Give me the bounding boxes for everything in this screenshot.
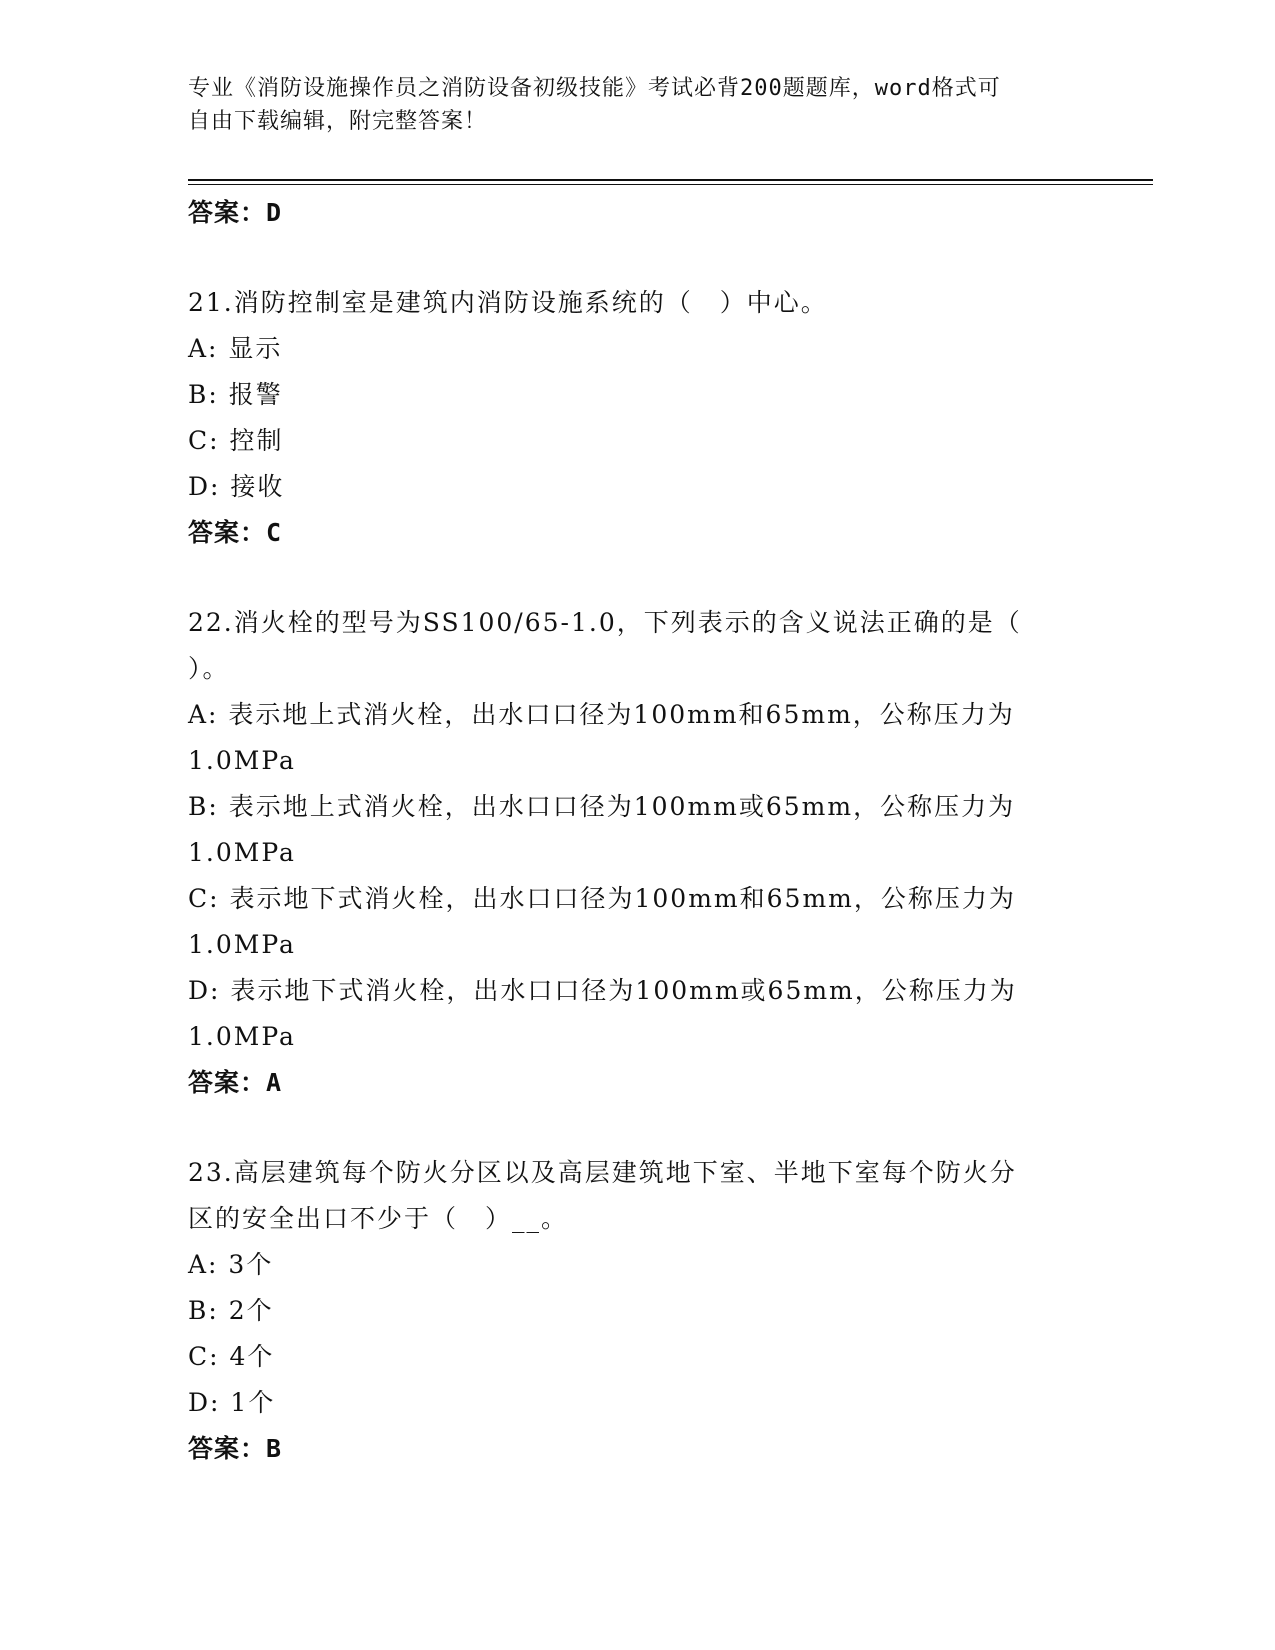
answer-text: 答案：D	[188, 198, 283, 227]
question-stem: 21.消防控制室是建筑内消防设施系统的（ ）中心。	[188, 288, 828, 317]
question-stem-continued: ）。	[188, 654, 230, 683]
question-block	[188, 280, 1088, 556]
question-block	[188, 600, 1088, 1106]
header-line-1: 专业《消防设施操作员之消防设备初级技能》考试必背200题题库，word格式可	[188, 76, 1001, 101]
question-stem-continued: 区的安全出口不少于（ ）__。	[188, 1204, 569, 1233]
option-b: B: 报警	[188, 380, 283, 409]
option-a: A: 3个	[188, 1250, 274, 1279]
question-block	[188, 1150, 1088, 1472]
option-c: C: 表示地下式消火栓，出水口口径为100mm和65mm，公称压力为	[188, 884, 1016, 913]
question-stem: 22.消火栓的型号为SS100/65-1.0，下列表示的含义说法正确的是（	[188, 608, 1022, 637]
header-line-2: 自由下载编辑，附完整答案！	[188, 109, 488, 134]
option-a: A: 显示	[188, 334, 283, 363]
header-divider	[188, 179, 1153, 181]
answer-text: 答案：C	[188, 518, 283, 547]
option-d: D: 表示地下式消火栓，出水口口径为100mm或65mm，公称压力为	[188, 976, 1017, 1005]
option-b-continued: 1.0MPa	[188, 838, 296, 867]
option-c-continued: 1.0MPa	[188, 930, 296, 959]
answer-text: 答案：B	[188, 1434, 283, 1463]
option-d-continued: 1.0MPa	[188, 1022, 296, 1051]
option-b: B: 表示地上式消火栓，出水口口径为100mm或65mm，公称压力为	[188, 792, 1016, 821]
answer-text: 答案：A	[188, 1068, 283, 1097]
option-a-continued: 1.0MPa	[188, 746, 296, 775]
option-c: C: 控制	[188, 426, 284, 455]
header-divider-thin	[188, 184, 1153, 185]
question-stem: 23.高层建筑每个防火分区以及高层建筑地下室、半地下室每个防火分	[188, 1158, 1017, 1187]
question-content	[188, 190, 1088, 1472]
option-a: A: 表示地上式消火栓，出水口口径为100mm和65mm，公称压力为	[188, 700, 1015, 729]
option-d: D: 1个	[188, 1388, 276, 1417]
option-b: B: 2个	[188, 1296, 274, 1325]
option-c: C: 4个	[188, 1342, 275, 1371]
document-header	[188, 72, 1068, 138]
option-d: D: 接收	[188, 472, 285, 501]
